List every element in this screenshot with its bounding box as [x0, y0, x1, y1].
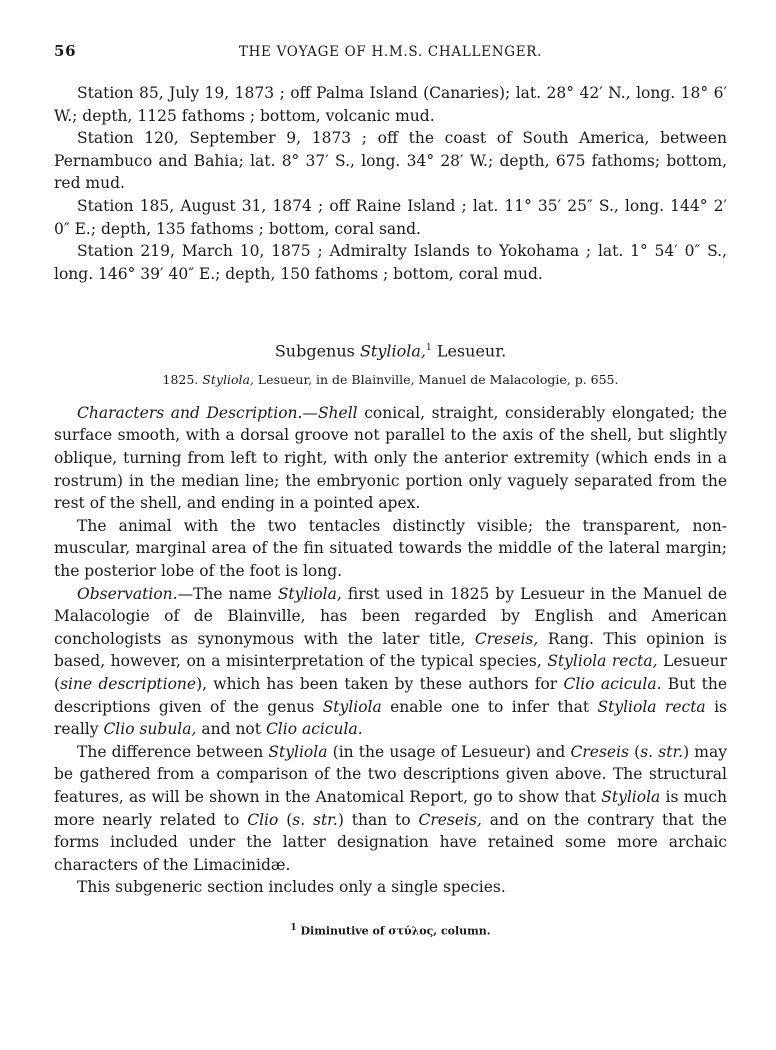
station-entry: Station 85, July 19, 1873 ; off Palma Island (Canaries); lat. 28° 42′ N., long. 18° 6′ W.; depth, 1125 fathoms ; bottom, volcanic mud.	[54, 84, 727, 125]
station-entry: Station 185, August 31, 1874 ; off Raine Island ; lat. 11° 35′ 25″ S., long. 144° 2′ 0″ E.; depth, 135 fathoms ; bottom, coral sand.	[54, 196, 727, 238]
subgenus-prefix: Subgenus	[274, 341, 355, 361]
subgenus-name: Styliola,	[359, 341, 426, 361]
station-entry: Station 120, September 9, 1873 ; off the coast of South America, between Pernambuco and Bahia; lat. 8° 37′ S., long. 34° 28′ W.; depth, 675 fathoms; bottom, red mud.	[54, 129, 727, 193]
footnote-number: 1	[290, 922, 297, 933]
footnote	[54, 917, 727, 943]
observation-paragraph: Observation.—The name Styliola, first used in 1825 by Lesueur in the Manuel de Malacologie of de Blainville, has been regarded by English and American conchologists as synonymous with the later title, Creseis, Rang. This opinion is based, however, on a misinterpretation of the typical species, Styliola recta, Lesueur (sine descriptione), which has been taken by these authors for Clio acicula. But the descriptions given of the genus Styliola enable one to infer that Styliola recta is really Clio subula, and not Clio acicula.	[54, 584, 728, 739]
closing-paragraph: This subgeneric section includes only a single species.	[77, 878, 506, 897]
citation-genus: Styliola,	[202, 372, 254, 388]
station-entry: Station 219, March 10, 1875 ; Admiralty Islands to Yokohama ; lat. 1° 54′ 0″ S., long. 146° 39′ 40″ E.; depth, 150 fathoms ; bottom, coral mud.	[54, 242, 727, 283]
characters-paragraph: Characters and Description.—Shell conical, straight, considerably elongated; the surface smooth, with a dorsal groove not parallel to the axis of the shell, but slightly oblique, turning from left to right, with only the anterior extremity (which ends in a rostrum) in the median line; the embryonic portion only vaguely separated from the rest of the shell, and ending in a pointed apex.	[54, 403, 727, 513]
animal-paragraph: The animal with the two tentacles distinctly visible; the transparent, non-muscular, marginal area of the fin situated towards the middle of the lateral margin; the posterior lobe of the foot is long.	[54, 516, 727, 581]
footnote-text: Diminutive of στύλος, column.	[300, 924, 491, 938]
synonymy-citation	[54, 369, 727, 392]
observation-heading: Observation.	[77, 584, 178, 603]
running-title: THE VOYAGE OF H.M.S. CHALLENGER.	[238, 44, 543, 60]
page-header	[54, 40, 727, 66]
footnote-mark: 1	[426, 343, 432, 354]
characters-heading: Characters and Description.—Shell	[77, 403, 358, 422]
subgenus-heading	[54, 337, 727, 363]
page	[54, 40, 727, 943]
citation-reference: Lesueur, in de Blainville, Manuel de Malacologie, p. 655.	[257, 372, 619, 388]
station-list	[54, 82, 727, 285]
page-number: 56	[54, 42, 77, 60]
difference-paragraph: The difference between Styliola (in the usage of Lesueur) and Creseis (s. str.) may be gathered from a comparison of the two descriptions given above. The structural features, as will be shown in the Anatomical Report, go to show that Styliola is much more nearly related to Clio (s. str.) than to Creseis, and on the contrary that the forms included under the latter designation have retained some more archaic characters of the Limacinidæ.	[54, 742, 727, 874]
citation-year: 1825.	[162, 372, 199, 388]
subgenus-author: Lesueur.	[436, 341, 507, 361]
body-text	[54, 402, 727, 899]
